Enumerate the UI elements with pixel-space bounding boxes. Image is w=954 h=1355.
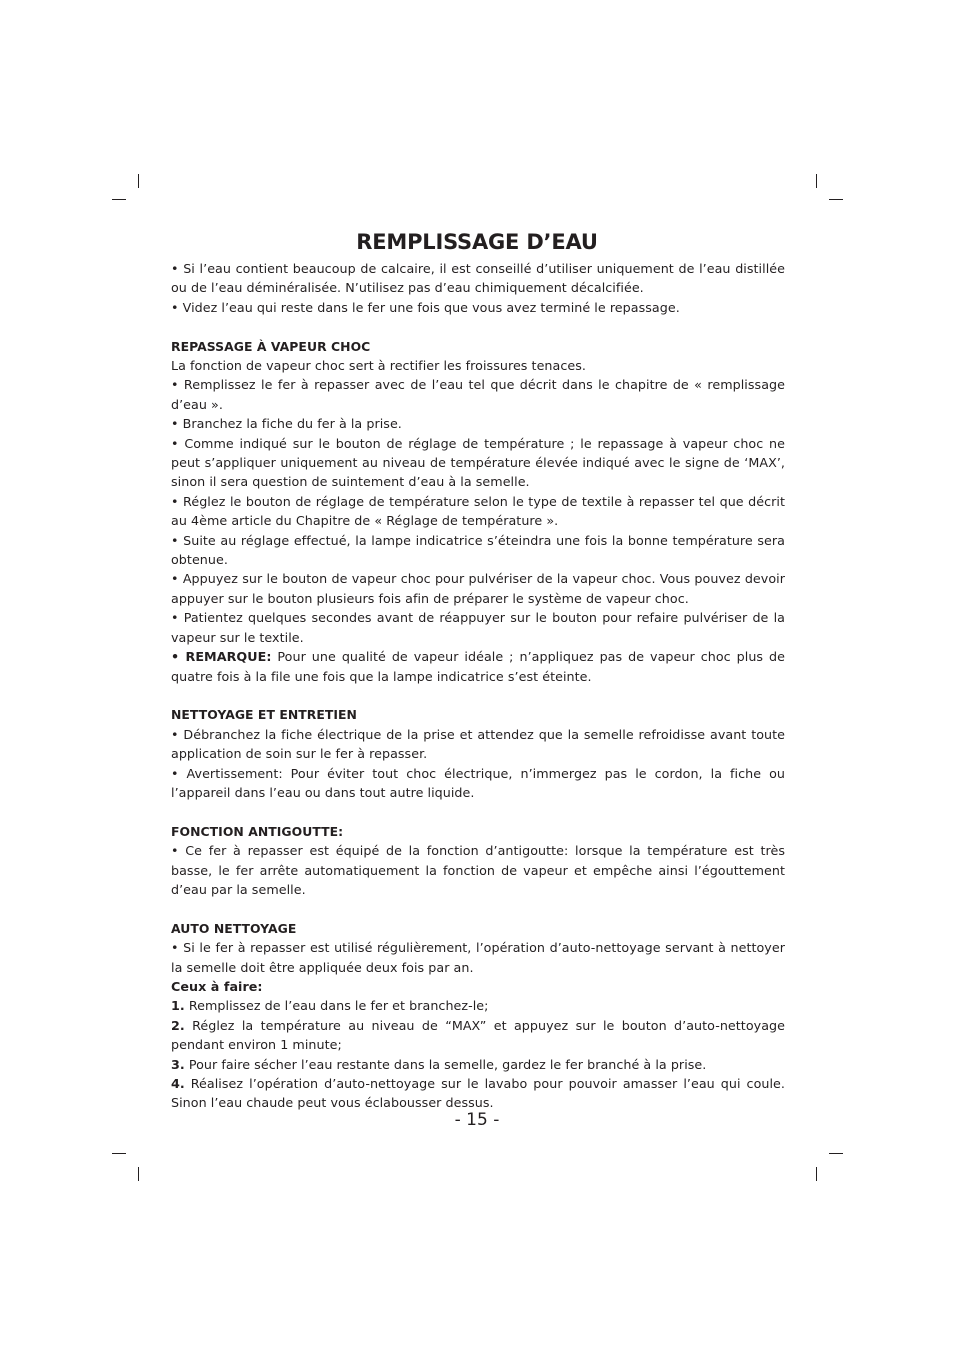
intro-paragraph: • Si l’eau contient beaucoup de calcaire, il est conseillé d’utiliser uniquement de l’eau distillée ou de l’eau déminéralisée. N’utilisez pas d’eau chimiquement décalcifiée. (171, 261, 785, 296)
step-number: 2. (171, 1017, 185, 1033)
step-item (171, 1055, 785, 1074)
section-spacer (171, 899, 785, 918)
crop-mark-bottom-right-horizontal (829, 1153, 843, 1154)
steam-paragraph: • Suite au réglage effectué, la lampe indicatrice s’éteindra une fois la bonne température sera obtenue. (171, 532, 785, 568)
crop-mark-top-left-vertical (138, 174, 139, 188)
steam-paragraph: • Réglez le bouton de réglage de température selon le type de textile à repasser tel que décrit au 4ème article du Chapitre de « Réglage de température ». (171, 493, 785, 529)
cleaning-paragraph: • Avertissement: Pour éviter tout choc électrique, n’immergez pas le cordon, la fiche ou l’appareil dans l’eau ou dans tout autre liquide. (171, 765, 785, 800)
crop-mark-bottom-left-vertical (138, 1167, 139, 1181)
section-spacer (171, 317, 785, 336)
page-number: - 15 - (454, 1110, 500, 1130)
crop-mark-bottom-left-horizontal (112, 1153, 126, 1154)
cleaning-paragraph: • Débranchez la fiche électrique de la prise et attendez que la semelle refroidisse avant toute application de soin sur le fer à repasser. (171, 726, 785, 762)
steam-paragraph: • Remplissez le fer à repasser avec de l’eau tel que décrit dans le chapitre de « remplissage d’eau ». (171, 377, 785, 412)
steam-paragraph: La fonction de vapeur choc sert à rectifier les froissures tenaces. (171, 358, 586, 374)
step-text: Pour faire sécher l’eau restante dans la semelle, gardez le fer branché à la prise. (184, 1056, 707, 1072)
crop-mark-top-right-horizontal (829, 199, 843, 200)
step-text: Réalisez l’opération d’auto-nettoyage sur le lavabo pour pouvoir amasser l’eau qui coule. Sinon l’eau chaude peut vous éclabousser dessus. (171, 1076, 785, 1111)
crop-mark-top-left-horizontal (112, 199, 126, 200)
step-number: 4. (171, 1076, 185, 1091)
steam-paragraph: • Appuyez sur le bouton de vapeur choc pour pulvériser de la vapeur choc. Vous pouvez devoir appuyer sur le bouton plusieurs fois afin de préparer le système de vapeur choc. (171, 571, 785, 606)
section-spacer (171, 686, 785, 705)
step-number: 3. (171, 1056, 185, 1072)
section-heading-steam: REPASSAGE À VAPEUR CHOC (171, 338, 371, 354)
steam-paragraph: • Branchez la fiche du fer à la prise. (171, 416, 402, 432)
note-label: • REMARQUE: (171, 649, 272, 665)
section-heading-antidrip: FONCTION ANTIGOUTTE: (171, 823, 344, 839)
step-number: 1. (171, 998, 185, 1014)
step-item (171, 1016, 785, 1055)
section-heading-cleaning: NETTOYAGE ET ENTRETIEN (171, 707, 357, 723)
step-item (171, 996, 785, 1015)
steam-paragraph: • Patientez quelques secondes avant de réappuyer sur le bouton pour refaire pulvériser de la vapeur sur le textile. (171, 610, 785, 645)
crop-mark-bottom-right-vertical (816, 1167, 817, 1181)
section-spacer (171, 802, 785, 821)
intro-paragraph: • Videz l’eau qui reste dans le fer une fois que vous avez terminé le repassage. (171, 299, 680, 315)
step-text: Réglez la température au niveau de “MAX” et appuyez sur le bouton d’auto-nettoyage pendant environ 1 minute; (171, 1017, 785, 1053)
step-item (171, 1074, 785, 1113)
section-heading-selfclean: AUTO NETTOYAGE (171, 920, 297, 936)
steam-paragraph: • Comme indiqué sur le bouton de réglage de température ; le repassage à vapeur choc ne peut s’appliquer uniquement au niveau de température élevée indiqué avec le signe de ‘MAX’, sinon il sera question de suintement d’eau à la semelle. (171, 435, 785, 490)
document-body (171, 259, 785, 1113)
steps-label: Ceux à faire: (171, 978, 263, 994)
selfclean-intro: • Si le fer à repasser est utilisé régulièrement, l’opération d’auto-nettoyage servant à nettoyer la semelle doit être appliquée deux fois par an. (171, 940, 785, 975)
page-title: REMPLISSAGE D’EAU (356, 230, 598, 254)
step-text: Remplissez de l’eau dans le fer et branchez-le; (184, 998, 489, 1014)
antidrip-paragraph: • Ce fer à repasser est équipé de la fonction d’antigoutte: lorsque la température est très basse, le fer arrête automatiquement la fonction de vapeur et empêche ainsi l’égouttement d’eau par la semelle. (171, 843, 785, 897)
note-text: Pour une qualité de vapeur idéale ; n’appliquez pas de vapeur choc plus de quatre fois à la file une fois que la lampe indicatrice s’est éteinte. (171, 649, 785, 684)
crop-mark-top-right-vertical (816, 174, 817, 188)
steam-note (171, 647, 785, 686)
